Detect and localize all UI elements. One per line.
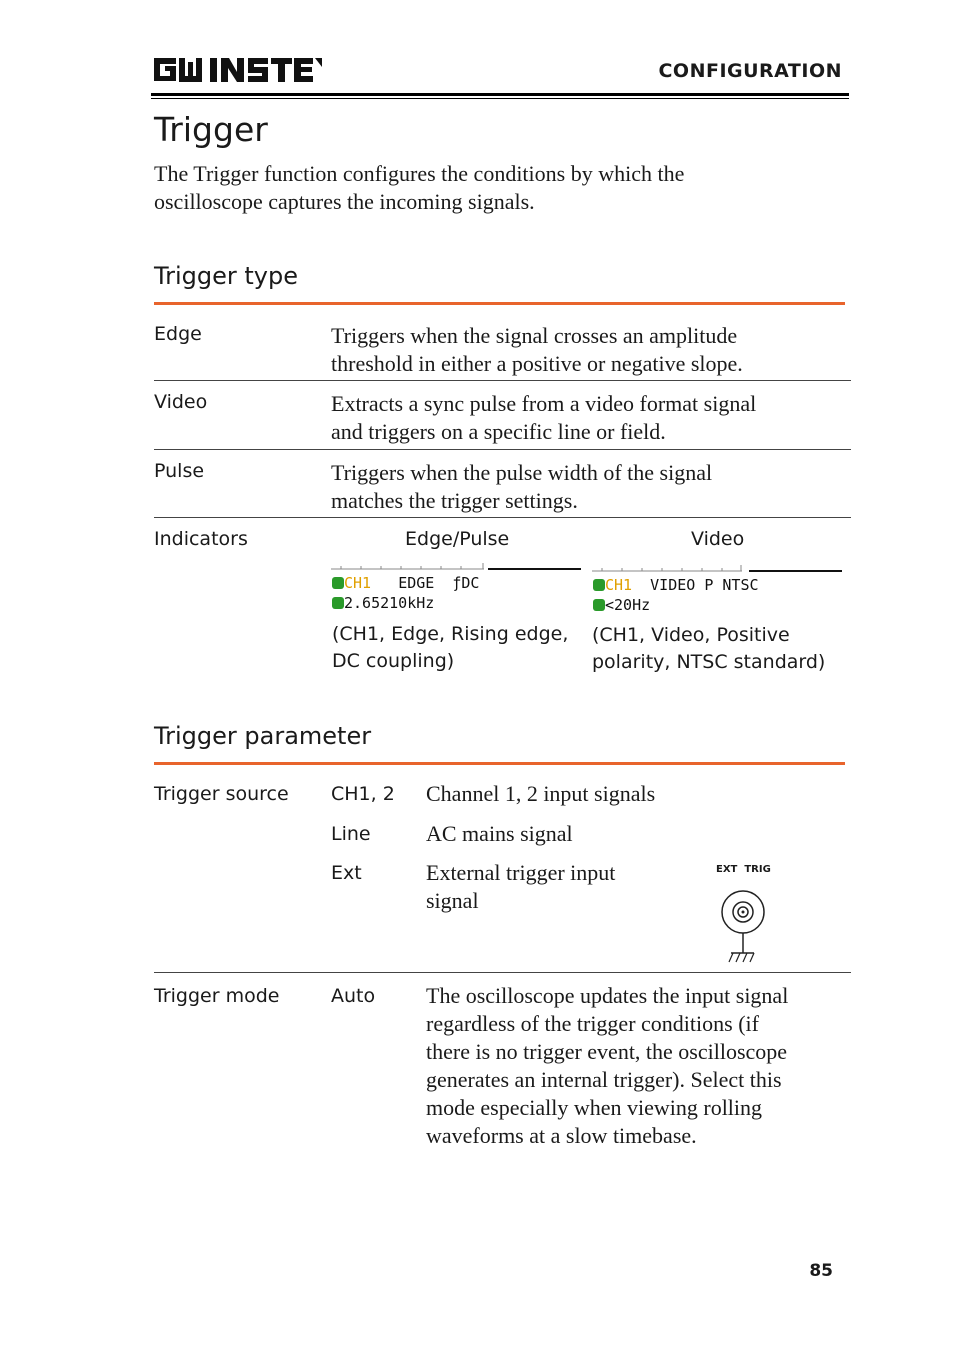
intro-paragraph: The Trigger function configures the conditions by which the oscilloscope captures the incoming signals. [154, 161, 685, 214]
header-rule [151, 93, 849, 96]
edge-pulse-heading: Edge/Pulse [405, 528, 510, 550]
frequency-marker-icon [332, 597, 344, 609]
frequency-marker-icon [593, 599, 605, 611]
desc-video: Extracts a sync pulse from a video format signal and triggers on a specific line or field. [331, 391, 757, 444]
rising-edge-icon: ƒ [452, 574, 462, 592]
mode-key-auto: Auto [331, 985, 376, 1007]
page-title: Trigger [154, 110, 268, 149]
term-trigger-source: Trigger source [154, 783, 289, 805]
video-caption: (CH1, Video, Positive polarity, NTSC standard) [592, 624, 826, 673]
gw-instek-logo [152, 52, 324, 86]
edge-lcd-scale [331, 561, 583, 573]
ext-trig-label: EXT TRIG [716, 864, 771, 875]
row-divider [154, 449, 851, 450]
section-label: CONFIGURATION [658, 60, 842, 82]
source-key-line: Line [331, 823, 371, 845]
term-pulse: Pulse [154, 460, 205, 482]
video-lcd-line2: <20Hz [593, 596, 650, 614]
trigger-marker-icon [593, 579, 605, 591]
term-video: Video [154, 391, 208, 413]
source-key-ch: CH1, 2 [331, 783, 395, 805]
edge-lcd-line2: 2.65210kHz [332, 594, 434, 612]
video-heading: Video [691, 528, 745, 550]
trigger-parameter-rule [154, 762, 845, 765]
desc-edge: Triggers when the signal crosses an amplitude threshold in either a positive or negative slope. [331, 323, 743, 376]
video-lcd-scale [592, 563, 844, 575]
row-divider [154, 972, 851, 973]
row-divider [154, 517, 851, 518]
term-indicators: Indicators [154, 528, 248, 550]
term-edge: Edge [154, 323, 202, 345]
trigger-marker-icon [332, 577, 344, 589]
bnc-connector-icon [716, 882, 772, 966]
trigger-type-rule [154, 302, 845, 305]
source-key-ext: Ext [331, 862, 362, 884]
mode-desc-auto: The oscilloscope updates the input signal regardless of the trigger conditions (if there is no trigger event, the oscilloscope generates an internal trigger). Select this mode especially when viewing rolling waveforms at a slow timebase. [426, 983, 789, 1148]
page-number: 85 [809, 1261, 833, 1281]
source-desc-ext: External trigger input signal [426, 860, 616, 913]
source-desc-ch: Channel 1, 2 input signals [426, 781, 656, 806]
term-trigger-mode: Trigger mode [154, 985, 280, 1007]
edge-lcd-line1: CH1 EDGE ƒDC [332, 574, 479, 592]
header-rule-thin [151, 98, 849, 99]
row-divider [154, 380, 851, 381]
source-desc-line: AC mains signal [426, 821, 573, 846]
trigger-type-heading: Trigger type [154, 262, 299, 290]
desc-pulse: Triggers when the pulse width of the signal matches the trigger settings. [331, 460, 713, 513]
video-lcd-line1: CH1 VIDEO P NTSC [593, 576, 759, 594]
edge-caption: (CH1, Edge, Rising edge, DC coupling) [332, 623, 569, 672]
trigger-parameter-heading: Trigger parameter [154, 722, 372, 750]
